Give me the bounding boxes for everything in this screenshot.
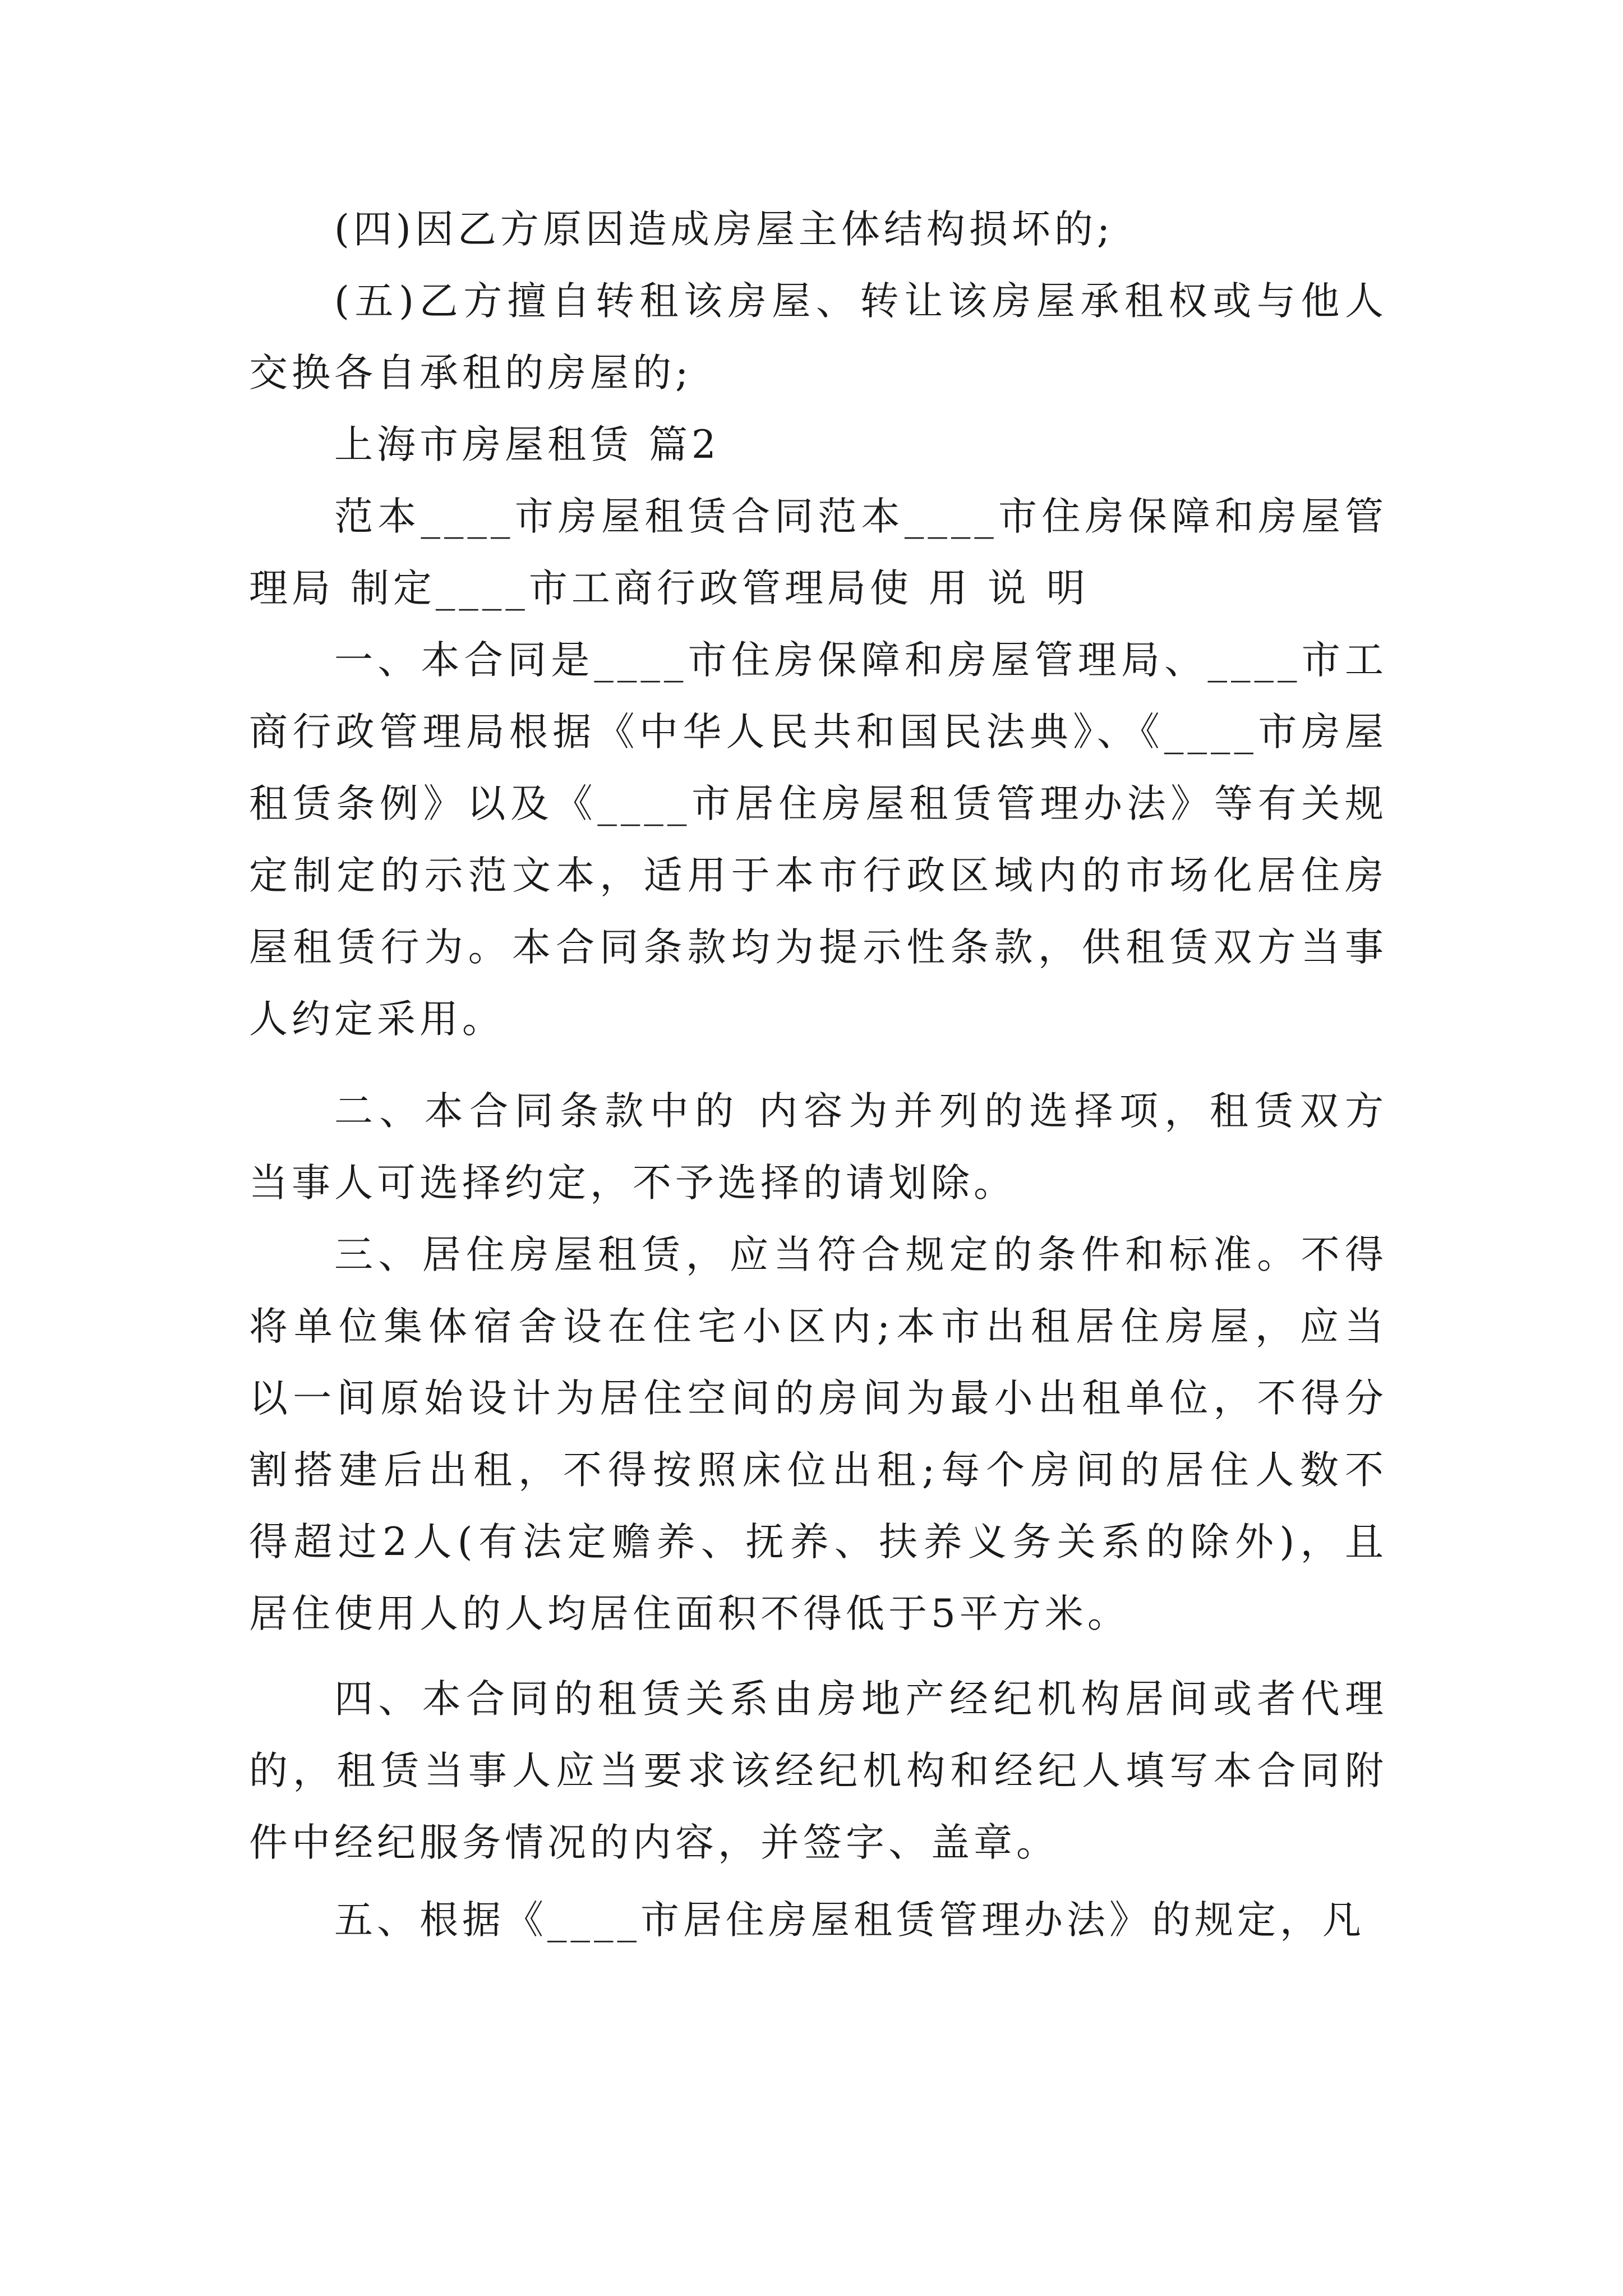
paragraph — [249, 1075, 1387, 1219]
text-line: 割搭建后出租，不得按照床位出租;每个房间的居住人数不 — [249, 1448, 1387, 1493]
text-line: 三、居住房屋租赁，应当符合规定的条件和标准。不得 — [334, 1232, 1387, 1277]
text-line: 五、根据《____市居住房屋租赁管理办法》的规定，凡 — [334, 1898, 1365, 1943]
paragraph — [249, 1884, 1387, 1956]
text-line: (五)乙方擅自转租该房屋、转让该房屋承租权或与他人 — [334, 279, 1387, 324]
paragraph — [249, 265, 1387, 409]
paragraph — [249, 481, 1387, 624]
text-line: 范本____市房屋租赁合同范本____市住房保障和房屋管 — [334, 494, 1387, 539]
text-line: 二、本合同条款中的 内容为并列的选择项，租赁双方 — [334, 1089, 1387, 1134]
text-line: 的，租赁当事人应当要求该经纪机构和经纪人填写本合同附 — [249, 1749, 1387, 1793]
text-line: 人约定采用。 — [249, 997, 505, 1042]
text-line: 交换各自承租的房屋的; — [249, 351, 693, 395]
text-line: 上海市房屋租赁 篇2 — [334, 422, 720, 467]
paragraph — [249, 1219, 1387, 1650]
text-line: (四)因乙方原因造成房屋主体结构损坏的; — [334, 207, 1114, 252]
text-line: 将单位集体宿舍设在住宅小区内;本市出租居住房屋，应当 — [249, 1304, 1387, 1349]
paragraph — [249, 1663, 1387, 1879]
text-line: 件中经纪服务情况的内容，并签字、盖章。 — [249, 1820, 1059, 1865]
text-line: 居住使用人的人均居住面积不得低于5平方米。 — [249, 1591, 1130, 1636]
text-line: 商行政管理局根据《中华人民共和国民法典》、《____市房屋 — [249, 710, 1387, 754]
text-line: 以一间原始设计为居住空间的房间为最小出租单位，不得分 — [249, 1376, 1387, 1421]
text-line: 四、本合同的租赁关系由房地产经纪机构居间或者代理 — [334, 1677, 1387, 1722]
text-line: 理局 制定____市工商行政管理局使 用 说 明 — [249, 566, 1089, 611]
text-line: 屋租赁行为。本合同条款均为提示性条款，供租赁双方当事 — [249, 925, 1387, 970]
text-line: 租赁条例》以及《____市居住房屋租赁管理办法》等有关规 — [249, 781, 1387, 826]
paragraph — [249, 624, 1387, 1055]
text-line: 得超过2人(有法定赡养、抚养、扶养义务关系的除外)，且 — [249, 1520, 1387, 1565]
text-line: 定制定的示范文本，适用于本市行政区域内的市场化居住房 — [249, 853, 1387, 898]
paragraph — [249, 409, 1387, 481]
text-line: 当事人可选择约定，不予选择的请划除。 — [249, 1161, 1016, 1205]
paragraph — [249, 194, 1387, 265]
text-line: 一、本合同是____市住房保障和房屋管理局、____市工 — [334, 638, 1387, 683]
